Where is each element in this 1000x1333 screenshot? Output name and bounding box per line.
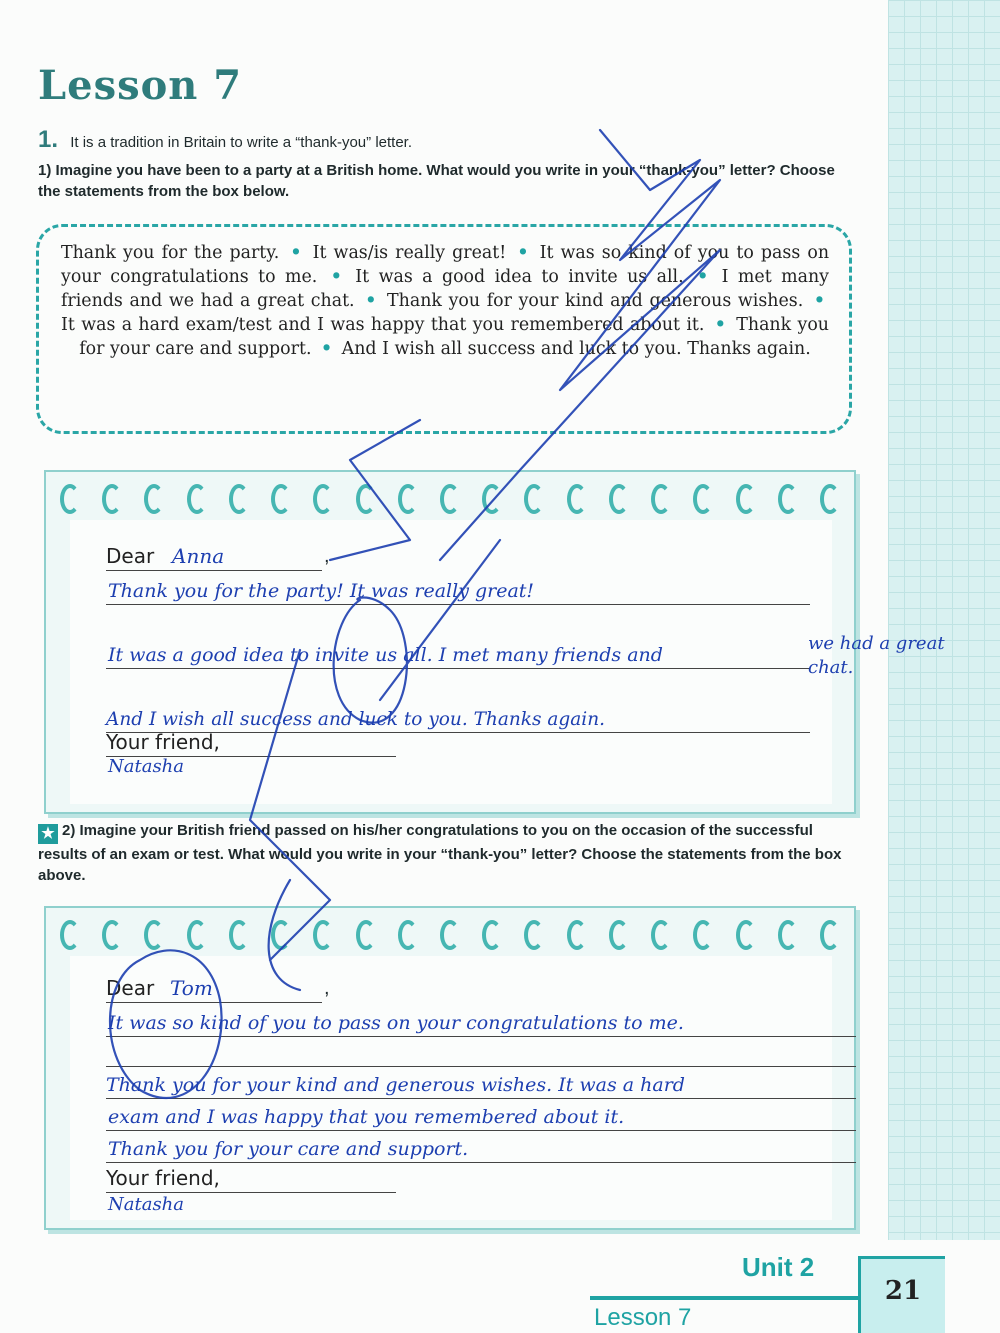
bullet-icon: • [365, 291, 377, 311]
phrase: Thanks again. [687, 339, 811, 359]
footer-lesson: Lesson 7 [594, 1304, 692, 1331]
phrase: It was so kind of you to pass on your congratulations to me. [61, 243, 830, 287]
greeting-label: Dear [106, 976, 155, 1000]
letter-text: Thank you for your kind and generous wishes. It was a hard [106, 1074, 685, 1096]
letter-text: It was a good idea to invite us all. I met many friends and [108, 644, 663, 666]
signature: Natasha [108, 1194, 185, 1215]
letter-text: Thank you for the party! It was really great! [108, 580, 535, 602]
margin-note: we had a great chat. [808, 633, 945, 678]
letter-text: exam and I was happy that you remembered about it. [108, 1106, 625, 1128]
bullet-icon: • [330, 267, 342, 287]
exercise-number: 1. [38, 126, 59, 153]
task-1-instructions: 1) Imagine you have been to a party at a British home. What would you write in your “thank-you” letter? Choose the statements from the box below. [38, 162, 835, 200]
star-icon: ★ [38, 824, 58, 844]
task-2-text: 2) Imagine your British friend passed on his/her congratulations to you on the occasion of the successful results of an exam or test. What would you write in your “thank-you” letter? Choose the statements from the box above. [38, 822, 842, 884]
letter-text: Thank you for your care and support. [108, 1138, 469, 1160]
signature: Natasha [108, 756, 185, 777]
phrase: Thank you for the party. [61, 243, 280, 263]
phrase: It was a hard exam/test and I was happy that you remembered about it. [61, 315, 705, 335]
bullet-icon: • [697, 267, 709, 287]
bullet-icon: • [813, 291, 826, 311]
bullet-icon: • [714, 315, 726, 335]
recipient-name: Anna [172, 544, 225, 568]
phrase: Thank you for your care and support. [79, 315, 829, 359]
greeting-comma: , [324, 977, 330, 999]
phrase: I met many friends and we had a great chat. [61, 267, 829, 311]
closing-label: Your friend, [106, 1166, 220, 1190]
recipient-name: Tom [170, 976, 213, 1000]
letter-text: It was so kind of you to pass on your congratulations to me. [108, 1012, 684, 1034]
footer-divider [590, 1296, 858, 1300]
phrase: And I wish all success and luck to you. [341, 339, 682, 359]
footer-unit: Unit 2 [742, 1252, 815, 1282]
phrase: Thank you for your kind and generous wishes. [387, 291, 804, 311]
greeting-label: Dear [106, 544, 155, 568]
closing-label: Your friend, [106, 730, 220, 754]
bullet-icon: • [517, 243, 529, 263]
phrase: It was/is really great! [312, 243, 507, 263]
lesson-title: Lesson 7 [38, 62, 243, 109]
bullet-icon: • [321, 339, 333, 359]
greeting-comma: , [324, 545, 330, 567]
letter-text: And I wish all success and luck to you. Thanks again. [106, 709, 605, 730]
bullet-icon: • [290, 243, 302, 263]
exercise-intro-text: It is a tradition in Britain to write a “thank-you” letter. [70, 134, 413, 151]
page-number: 21 [858, 1256, 945, 1333]
phrase: It was a good idea to invite us all. [355, 267, 684, 287]
